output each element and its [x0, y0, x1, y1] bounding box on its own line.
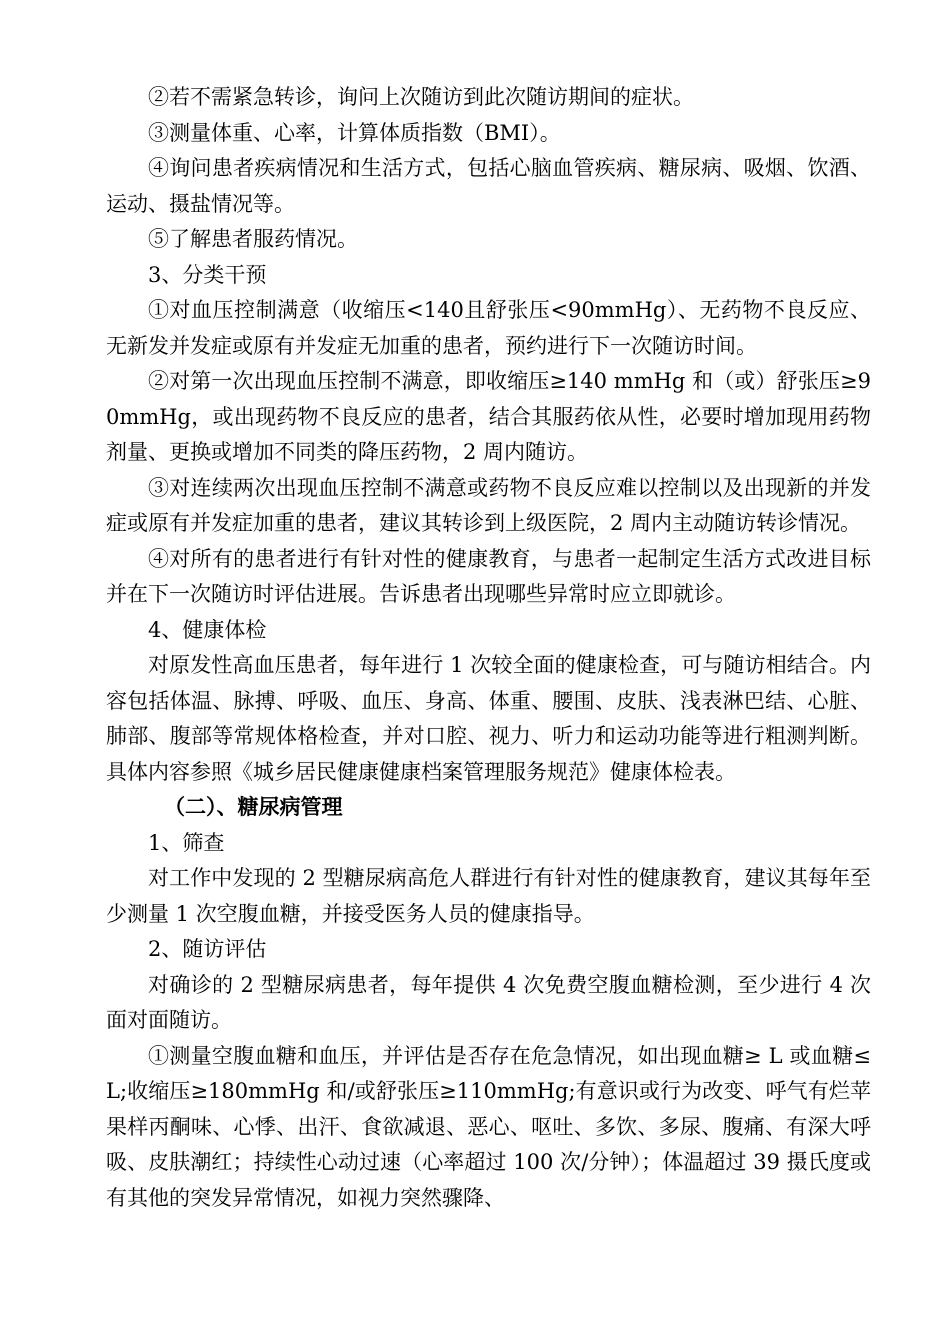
section-health-checkup: 4、健康体检 — [148, 617, 267, 642]
paragraph-lifestyle-inquiry: ④询问患者疾病情况和生活方式，包括心脑血管疾病、糖尿病、吸烟、饮酒、运动、摄盐情况等。 — [106, 156, 871, 216]
document-body — [106, 80, 871, 1216]
paragraph-annual-checkup: 对原发性高血压患者，每年进行 1 次较全面的健康检查，可与随访相结合。内容包括体温、脉搏、呼吸、血压、身高、体重、腰围、皮肤、浅表淋巴结、心脏、肺部、腹部等常规体格检查，并对口腔、视力、听力和运动功能等进行粗测判断。具体内容参照《城乡居民健康健康档案管理服务规范》健康体检表。 — [106, 653, 871, 784]
paragraph-bp-unsatisfactory-first: ②对第一次出现血压控制不满意，即收缩压≥140 mmHg 和（或）舒张压≥90mmHg，或出现药物不良反应的患者，结合其服药依从性，必要时增加现用药物剂量、更换或增加不同类的降压药物，2 周内随访。 — [106, 369, 871, 464]
section-classified-intervention: 3、分类干预 — [148, 262, 267, 287]
heading-diabetes-management: （二）、糖尿病管理 — [164, 795, 343, 819]
paragraph-medication: ⑤了解患者服药情况。 — [148, 227, 358, 251]
paragraph-health-education: ④对所有的患者进行有针对性的健康教育，与患者一起制定生活方式改进目标并在下一次随访时评估进展。告诉患者出现哪些异常时应立即就诊。 — [106, 546, 871, 606]
paragraph-free-glucose-tests: 对确诊的 2 型糖尿病患者，每年提供 4 次免费空腹血糖检测，至少进行 4 次面对面随访。 — [106, 972, 871, 1032]
paragraph-emergency-assessment: ①测量空腹血糖和血压，并评估是否存在危急情况，如出现血糖≥ L 或血糖≤L;收缩压≥180mmHg 和/或舒张压≥110mmHg;有意识或行为改变、呼气有烂苹果样丙酮味、心悸、出汗、食欲减退、恶心、呕吐、多饮、多尿、腹痛、有深大呼吸、皮肤潮红；持续性心动过速（心率超过 100 次/分钟）；体温超过 39 摄氏度或有其他的突发异常情况，如视力突然骤降、 — [106, 1043, 871, 1210]
paragraph-measure-bmi: ③测量体重、心率，计算体质指数（BMI）。 — [148, 120, 561, 145]
paragraph-bp-satisfactory: ①对血压控制满意（收缩压<140且舒张压<90mmHg）、无药物不良反应、无新发并发症或原有并发症无加重的患者，预约进行下一次随访时间。 — [106, 298, 871, 358]
paragraph-high-risk-education: 对工作中发现的 2 型糖尿病高危人群进行有针对性的健康教育，建议其每年至少测量 1 次空腹血糖，并接受医务人员的健康指导。 — [106, 866, 871, 926]
paragraph-symptoms-inquiry: ②若不需紧急转诊，询问上次随访到此次随访期间的症状。 — [148, 85, 694, 109]
section-screening: 1、筛查 — [148, 830, 225, 855]
paragraph-bp-unsatisfactory-twice: ③对连续两次出现血压控制不满意或药物不良反应难以控制以及出现新的并发症或原有并发症加重的患者，建议其转诊到上级医院，2 周内主动随访转诊情况。 — [106, 475, 871, 535]
section-followup-evaluation: 2、随访评估 — [148, 937, 267, 961]
